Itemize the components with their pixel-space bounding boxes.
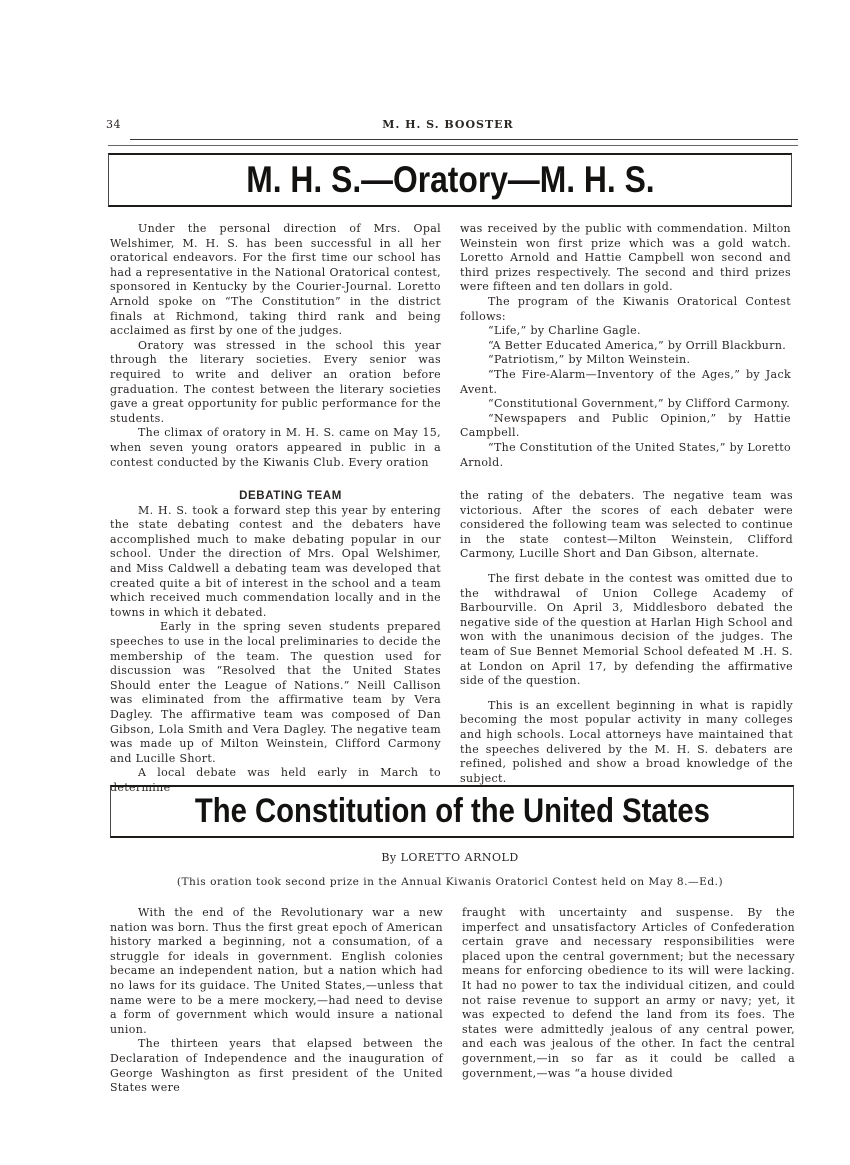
- debating-right-column: [460, 489, 793, 786]
- article2-right-column: [462, 906, 795, 1081]
- program-item: “Constitutional Government,” by Clifford Carmony.: [488, 397, 791, 411]
- program-item: “The Constitution of the United States,” by Loretto Arnold.: [460, 440, 791, 469]
- article1-left-column: [110, 222, 441, 470]
- article-title: The Constitution of the United States: [194, 792, 710, 830]
- paragraph: The thirteen years that elapsed between the Declaration of Independence and the inauguration of George Washington as first president of the United States were: [110, 1037, 443, 1095]
- program-item: “The Fire-Alarm—Inventory of the Ages,” by Jack Avent.: [460, 367, 791, 396]
- paragraph: The climax of oratory in M. H. S. came on May 15, when seven young orators appeared in public in a contest conducted by the Kiwanis Club. Every oration: [110, 426, 441, 469]
- header-rule-secondary: [108, 145, 798, 146]
- paragraph: fraught with uncertainty and suspense. By the imperfect and unsatisfactory Articles of Confederation certain grave and necessary responsibilities were placed upon the central government; but the necessary means for enforcing obedience to its will were lacking. It had no power to tax the individual citizen, and could not raise revenue to support an army or navy; yet, it was expected to defend the land from its foes. The states were admittedly jealous of any central power, and each was jealous of the other. In fact the central government,—in so far as it could be called a government,—was “a house divided: [462, 906, 795, 1080]
- paragraph: The program of the Kiwanis Oratorical Contest follows:: [460, 294, 791, 323]
- paragraph: Under the personal direction of Mrs. Opal Welshimer, M. H. S. has been successful in all her oratorical endeavors. For the first time our school has had a representative in the National Oratorical contest, sponsored in Kentucky by the Courier-Journal. Loretto Arnold spoke on “The Constitution” in the district finals at Richmond, taking third rank and being acclaimed as first by one of the judges.: [110, 222, 441, 338]
- article2-left-column: [110, 906, 443, 1096]
- paragraph: the rating of the debaters. The negative team was victorious. After the scores of each debater were considered the following team was selected to continue in the state contest—Milton Weinstein, Clifford Carmony, Lucille Short and Dan Gibson, alternate.: [460, 489, 793, 561]
- publication-title: M. H. S. BOOSTER: [382, 118, 514, 131]
- section-heading: DEBATING TEAM: [239, 490, 342, 502]
- article-title-box: [110, 785, 794, 838]
- page-number: 34: [106, 118, 121, 131]
- paragraph: A local debate was held early in March to determine: [110, 766, 441, 794]
- paragraph: The first debate in the contest was omitted due to the withdrawal of Union College Academy of Barbourville. On April 3, Middlesboro debated the negative side of the question at Harlan High School and won with the unanimous decision of the judges. The team of Sue Bennet Memorial School defeated M .H. S. at London on April 17, by defending the affirmative side of the question.: [460, 571, 793, 688]
- program-item: “A Better Educated America,” by Orrill Blackburn.: [488, 338, 787, 352]
- article-title-box: [108, 153, 792, 207]
- program-item: “Life,” by Charline Gagle.: [488, 324, 641, 338]
- paragraph: Early in the spring seven students prepared speeches to use in the local preliminaries to decide the membership of the team. The question used for discussion was “Resolved that the United States Should enter the League of Nations.” Neill Callison was eliminated from the affirmative team by Vera Dagley. The affirmative team was composed of Dan Gibson, Lola Smith and Vera Dagley. The negative team was made up of Milton Weinstein, Clifford Carmony and Lucille Short.: [110, 620, 441, 765]
- running-head: [100, 118, 796, 138]
- paragraph: Oratory was stressed in the school this year through the literary societies. Every senior was required to write and deliver an oration before graduation. The contest between the literary societies gave a great opportunity for public performance for the students.: [110, 338, 442, 425]
- debating-left-column: [110, 489, 441, 795]
- header-rule: [130, 139, 798, 140]
- article-title: M. H. S.—Oratory—M. H. S.: [245, 159, 655, 200]
- paragraph: was received by the public with commendation. Milton Weinstein won first prize which was a gold watch. Loretto Arnold and Hattie Campbell won second and third prizes respectively. The second and third prizes were fifteen and ten dollars in gold.: [460, 222, 791, 294]
- program-item: “Patriotism,” by Milton Weinstein.: [488, 353, 691, 367]
- paragraph: With the end of the Revolutionary war a new nation was born. Thus the first great epoch of American history marked a beginning, not a consumation, of a struggle for ideals in government. English colonies became an independent nation, but a nation which had no laws for its guidace. The United States,—unless that name were to be a mere mockery,—had need to devise a form of government which would insure a national union.: [110, 906, 443, 1036]
- program-item: “Newspapers and Public Opinion,” by Hattie Campbell.: [460, 411, 791, 440]
- paragraph: This is an excellent beginning in what is rapidly becoming the most popular activity in many colleges and high schools. Local attorneys have maintained that the speeches delivered by the M. H. S. debaters are refined, polished and show a broad knowledge of the subject.: [460, 698, 793, 785]
- paragraph: M. H. S. took a forward step this year by entering the state debating contest and the debaters have accomplished much to make debating popular in our school. Under the direction of Mrs. Opal Welshimer, and Miss Caldwell a debating team was developed that created quite a bit of interest in the school and a team which received much commendation locally and in the towns in which it debated.: [110, 503, 441, 619]
- article1-right-column: [460, 222, 791, 470]
- editor-note: (This oration took second prize in the Annual Kiwanis Oratoricl Contest held on May 8.—Ed.): [176, 876, 724, 888]
- byline: By LORETTO ARNOLD: [381, 851, 519, 864]
